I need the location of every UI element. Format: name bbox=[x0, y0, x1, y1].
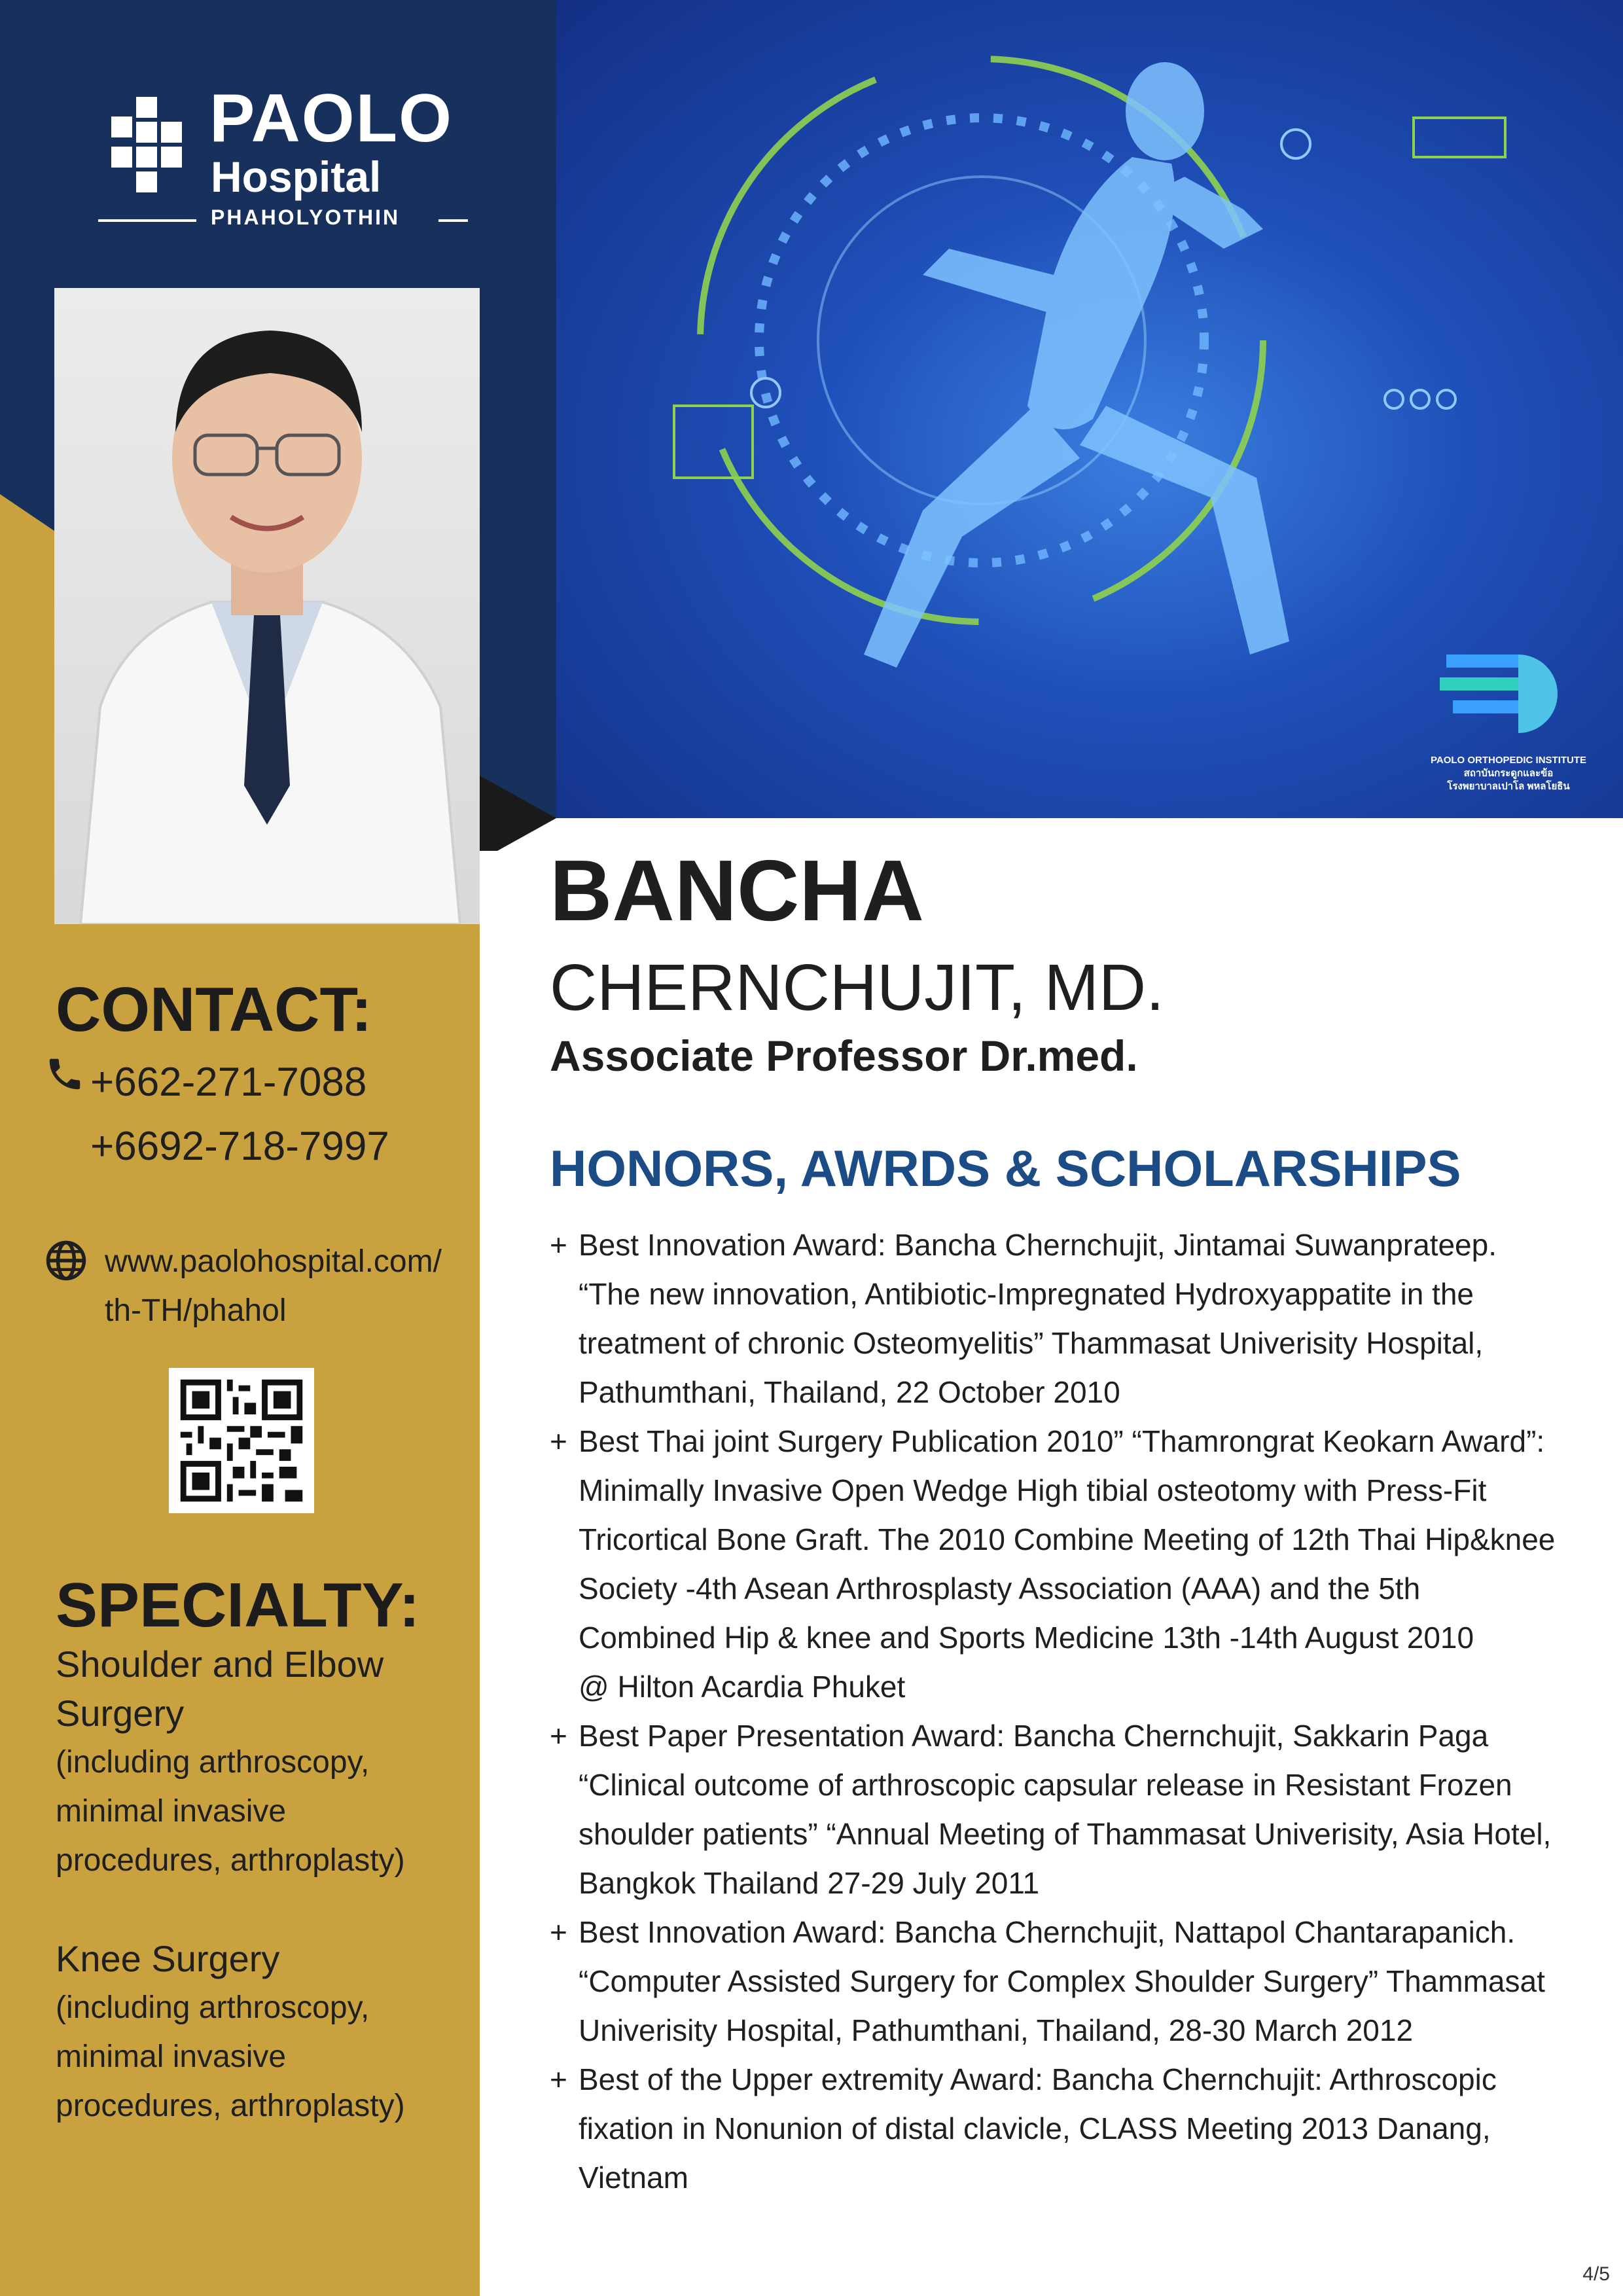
award-line: Best Paper Presentation Award: Bancha Chernchujit, Sakkarin Paga bbox=[579, 1719, 1489, 1753]
award-line: Best Thai joint Surgery Publication 2010” “Thamrongrat Keokarn Award”: bbox=[579, 1424, 1545, 1458]
award-line: “Clinical outcome of arthroscopic capsular release in Resistant Frozen bbox=[579, 1768, 1512, 1802]
award-line: Best Innovation Award: Bancha Chernchujit, Nattapol Chantarapanich. bbox=[579, 1915, 1516, 1949]
award-line: “The new innovation, Antibiotic-Impregnated Hydroxyappatite in the bbox=[579, 1277, 1474, 1311]
award-line: Minimally Invasive Open Wedge High tibial osteotomy with Press-Fit bbox=[579, 1473, 1487, 1507]
specialty-2-detail: minimal invasive bbox=[56, 2039, 287, 2074]
cross-logo-icon bbox=[98, 97, 203, 195]
globe-icon bbox=[45, 1239, 88, 1282]
award-item bbox=[550, 2055, 1610, 2202]
logo-divider-left bbox=[98, 219, 196, 222]
specialty-2-detail: procedures, arthroplasty) bbox=[56, 2089, 405, 2123]
qr-code-pattern bbox=[169, 1368, 314, 1513]
phone-number-2[interactable]: +6692-718-7997 bbox=[90, 1124, 389, 1169]
phone-icon bbox=[45, 1054, 85, 1094]
award-line: treatment of chronic Osteomyelitis” Thammasat Univerisity Hospital, bbox=[579, 1326, 1484, 1360]
qr-code[interactable] bbox=[169, 1368, 314, 1513]
logo-divider-right bbox=[438, 219, 468, 222]
website-link-line1[interactable]: www.paolohospital.com/ bbox=[105, 1244, 442, 1279]
specialty-1-detail: minimal invasive bbox=[56, 1794, 287, 1829]
logo-branch: PHAHOLYOTHIN bbox=[211, 206, 401, 229]
award-line: @ Hilton Acardia Phuket bbox=[579, 1670, 906, 1704]
award-line: Vietnam bbox=[579, 2161, 688, 2195]
award-line: “Computer Assisted Surgery for Complex Shoulder Surgery” Thammasat bbox=[579, 1964, 1545, 1998]
contact-heading: CONTACT: bbox=[56, 975, 372, 1045]
award-line: Society -4th Asean Arthrosplasty Association (AAA) and the 5th bbox=[579, 1571, 1421, 1605]
award-line: Best of the Upper extremity Award: Bancha Chernchujit: Arthroscopic bbox=[579, 2062, 1497, 2096]
honors-heading: HONORS, AWRDS & SCHOLARSHIPS bbox=[550, 1139, 1461, 1197]
doctor-portrait-illustration bbox=[54, 288, 480, 924]
orthopedic-institute-caption bbox=[1427, 754, 1590, 793]
specialty-2-detail: (including arthroscopy, bbox=[56, 1990, 370, 2025]
specialty-1-detail: procedures, arthroplasty) bbox=[56, 1843, 405, 1878]
award-line: fixation in Nonunion of distal clavicle, CLASS Meeting 2013 Danang, bbox=[579, 2111, 1491, 2145]
award-line: Univerisity Hospital, Pathumthani, Thailand, 28-30 March 2012 bbox=[579, 2013, 1414, 2047]
website-link-line2[interactable]: th-TH/phahol bbox=[105, 1293, 287, 1328]
award-item bbox=[550, 1908, 1610, 2055]
logo-name: PAOLO bbox=[209, 81, 454, 156]
specialty-2-name: Knee Surgery bbox=[56, 1938, 280, 1979]
award-bullet: + bbox=[550, 2062, 567, 2096]
specialty-1-name: Shoulder and Elbow bbox=[56, 1643, 384, 1685]
specialty-1-detail: (including arthroscopy, bbox=[56, 1745, 370, 1780]
honors-list bbox=[550, 1221, 1610, 2202]
running-figure-illustration bbox=[556, 0, 1623, 818]
specialty-1-name-cont: Surgery bbox=[56, 1693, 185, 1734]
doctor-first-name: BANCHA bbox=[550, 842, 924, 939]
award-line: Pathumthani, Thailand, 22 October 2010 bbox=[579, 1375, 1120, 1409]
award-line: Tricortical Bone Graft. The 2010 Combine Meeting of 12th Thai Hip&knee bbox=[579, 1522, 1556, 1556]
doctor-academic-title: Associate Professor Dr.med. bbox=[550, 1031, 1138, 1080]
award-line: shoulder patients” “Annual Meeting of Thammasat Univerisity, Asia Hotel, bbox=[579, 1817, 1552, 1851]
award-bullet: + bbox=[550, 1228, 567, 1262]
award-bullet: + bbox=[550, 1719, 567, 1753]
institute-name-en: PAOLO ORTHOPEDIC INSTITUTE bbox=[1430, 755, 1587, 766]
page-number: 4/5 bbox=[1582, 2263, 1610, 2285]
logo-subtitle: Hospital bbox=[211, 152, 382, 201]
award-item bbox=[550, 1712, 1610, 1908]
award-item bbox=[550, 1417, 1610, 1712]
award-bullet: + bbox=[550, 1424, 567, 1458]
institute-name-th-1: สถาบันกระดูกและข้อ bbox=[1463, 768, 1554, 779]
phone-number-1[interactable]: +662-271-7088 bbox=[90, 1060, 367, 1105]
institute-name-th-2: โรงพยาบาลเปาโล พหลโยธิน bbox=[1447, 781, 1570, 792]
award-line: Combined Hip & knee and Sports Medicine 13th -14th August 2010 bbox=[579, 1621, 1474, 1655]
orthopedic-institute-logo bbox=[1440, 655, 1558, 733]
doctor-portrait bbox=[54, 288, 480, 924]
hero-image bbox=[556, 0, 1623, 818]
award-bullet: + bbox=[550, 1915, 567, 1949]
hospital-logo bbox=[98, 81, 465, 236]
doctor-last-name: CHERNCHUJIT, MD. bbox=[550, 951, 1164, 1024]
specialty-heading: SPECIALTY: bbox=[56, 1570, 420, 1640]
award-line: Best Innovation Award: Bancha Chernchujit, Jintamai Suwanprateep. bbox=[579, 1228, 1497, 1262]
award-item bbox=[550, 1221, 1610, 1417]
award-line: Bangkok Thailand 27-29 July 2011 bbox=[579, 1866, 1040, 1900]
